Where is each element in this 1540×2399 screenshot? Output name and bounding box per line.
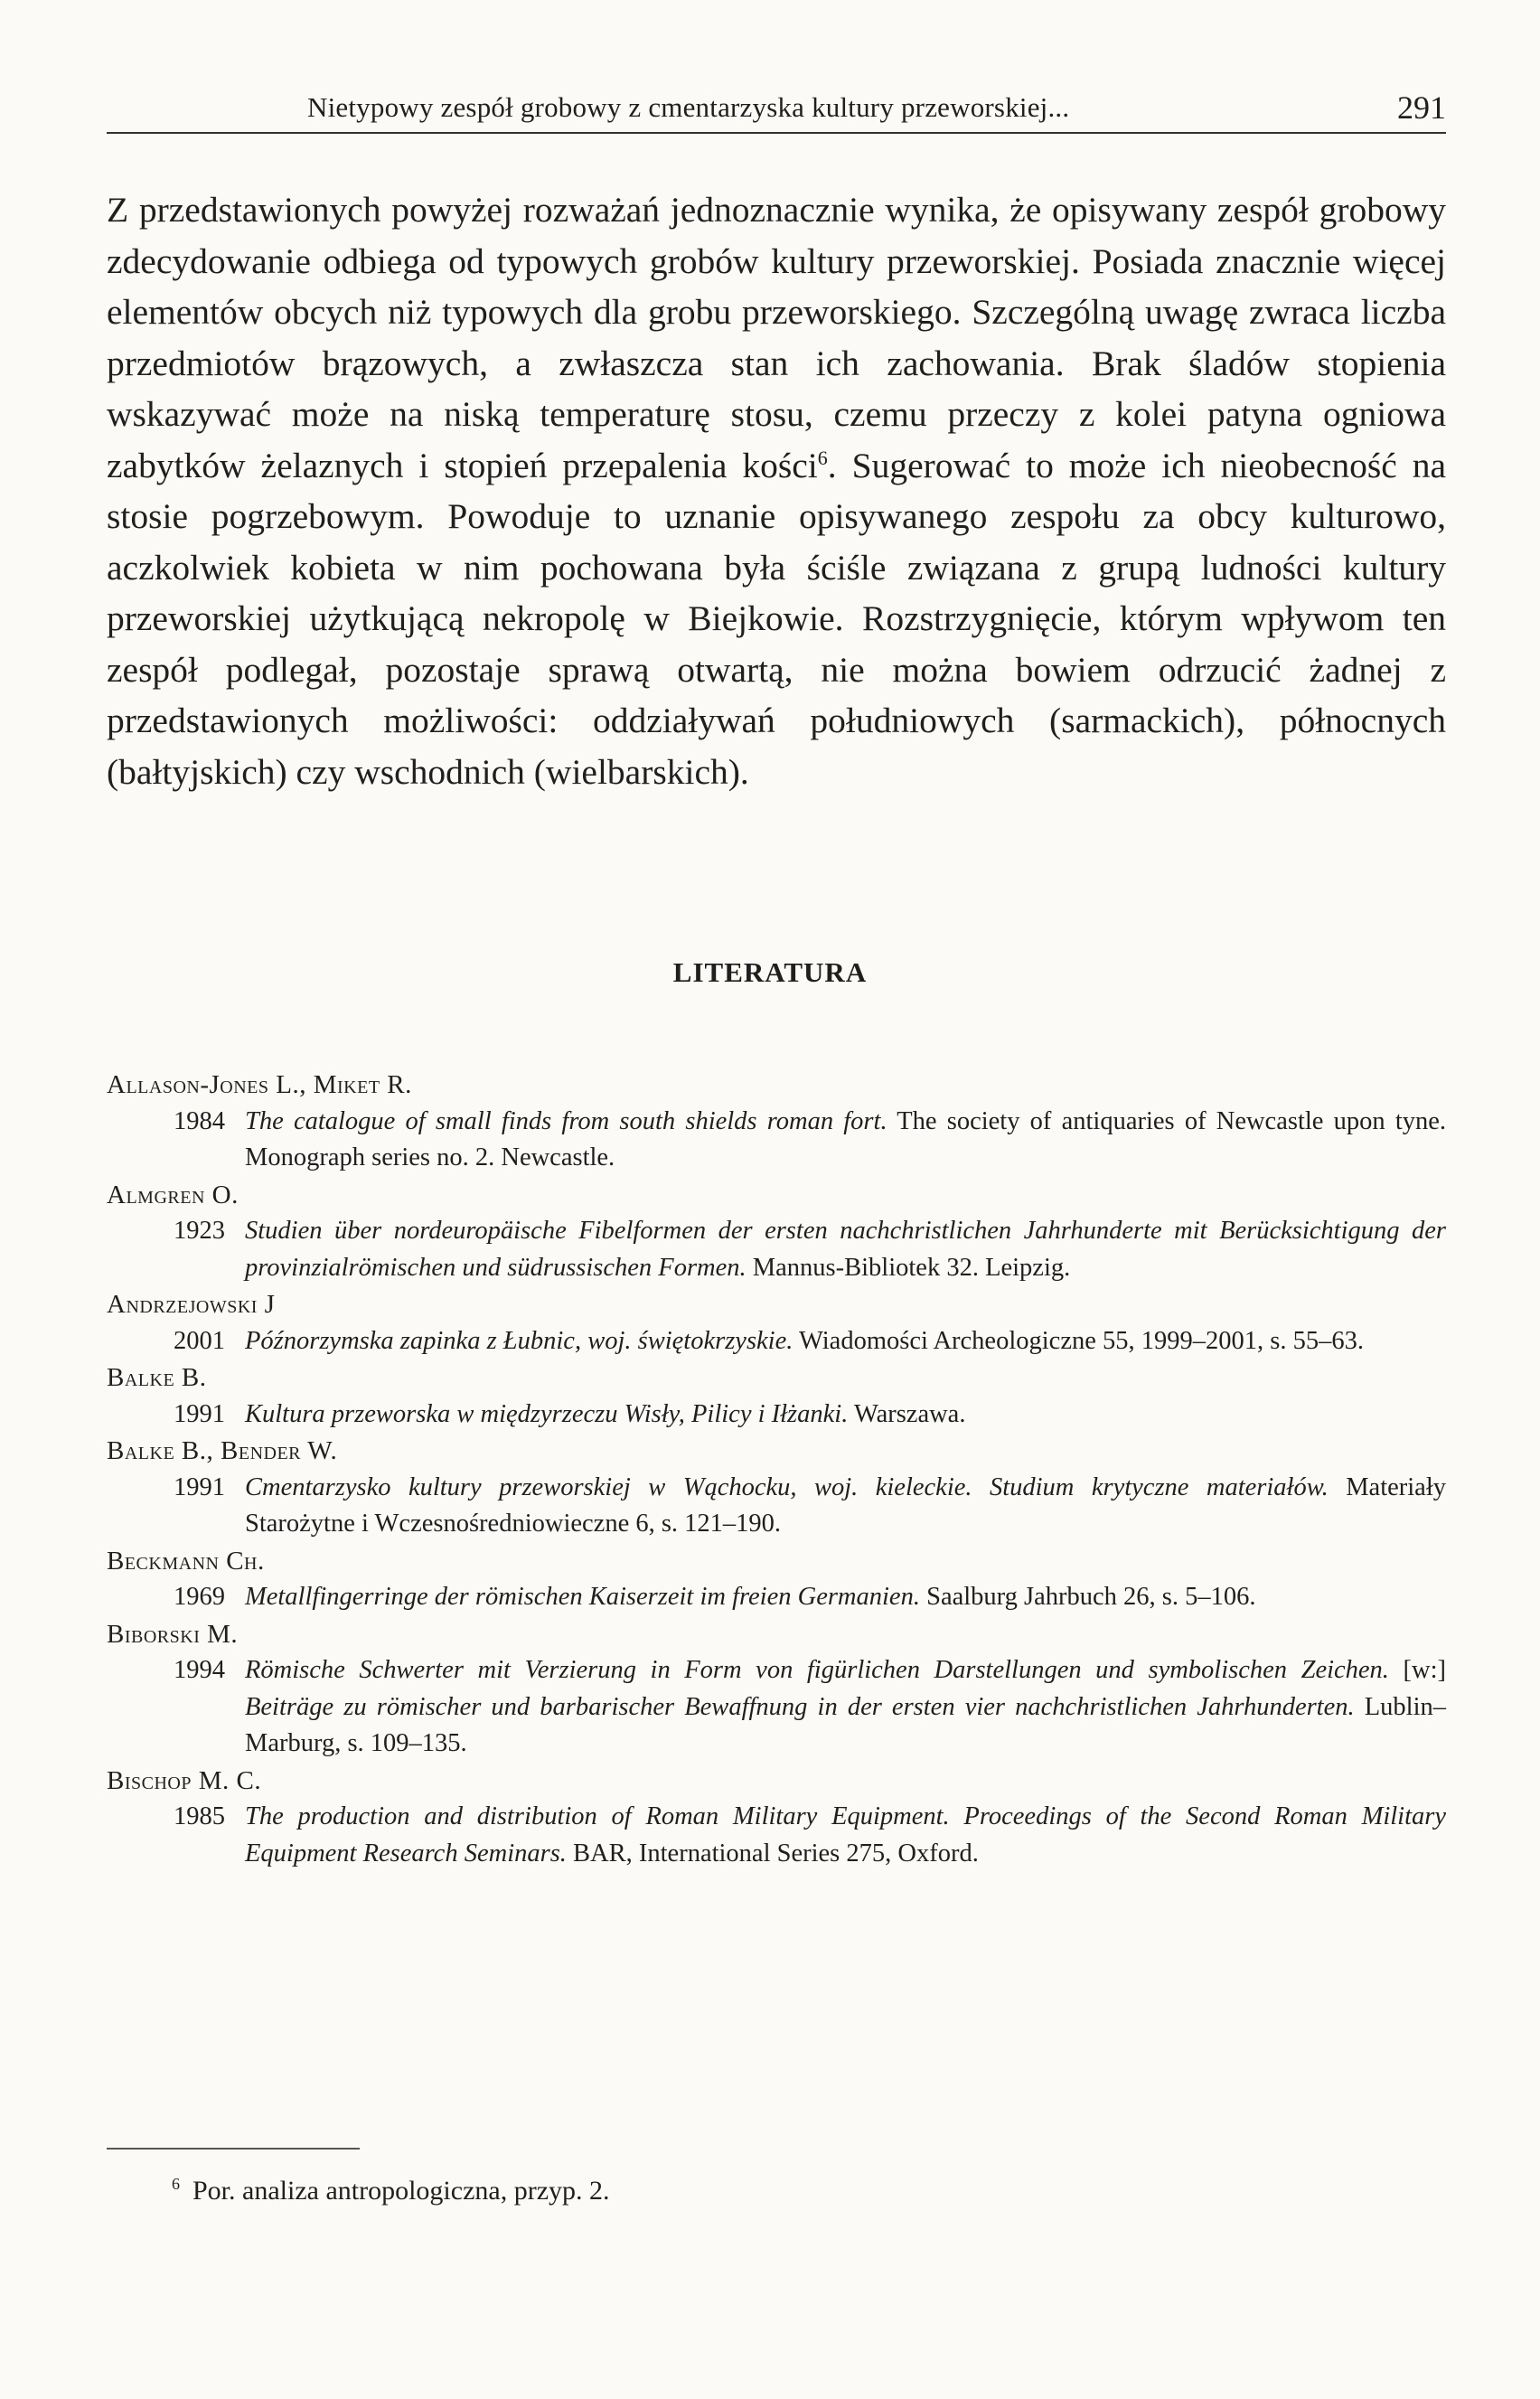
footnote	[172, 2175, 610, 2206]
bib-reference	[107, 1579, 1446, 1616]
bib-year: 1994	[174, 1656, 225, 1684]
bib-reference	[107, 1799, 1446, 1872]
bib-author: Biborski M.	[107, 1619, 239, 1649]
bib-details: Warszawa.	[848, 1399, 966, 1428]
bib-year: 1923	[174, 1217, 225, 1245]
bib-title: The catalogue of small finds from south shields roman fort.	[245, 1106, 887, 1135]
footnote-number: 6	[172, 2175, 180, 2193]
bib-author: Almgren O.	[107, 1180, 239, 1209]
bib-author: Balke B.	[107, 1363, 207, 1392]
body-text-part1: Z przedstawionych powyżej rozważań jednoznacznie wynika, że opisywany zespół grobowy zdecydowanie odbiega od typowych grobów kultury przeworskiej. Posiada znacznie więcej elementów obcych niż typowych dla grobu przeworskiego. Szczególną uwagę zwraca liczba przedmiotów brązowych, a zwłaszcza stan ich zachowania. Brak śladów stopienia wskazywać może na niską temperaturę stosu, czemu przeczy z kolei patyna ogniowa zabytków żelaznych i stopień przepalenia kości	[107, 190, 1446, 485]
bib-details: Wiadomości Archeologiczne 55, 1999–2001, s. 55–63.	[793, 1326, 1364, 1355]
bib-title: The production and distribution of Roman Military Equipment. Proceedings of the Second Roman Military Equipment Research Seminars.	[245, 1802, 1446, 1867]
bib-details: BAR, International Series 275, Oxford.	[566, 1839, 979, 1867]
bib-details: [w:]	[1388, 1656, 1446, 1684]
bib-year: 1985	[174, 1802, 225, 1830]
footnote-divider	[107, 2148, 360, 2150]
bib-reference	[107, 1213, 1446, 1286]
bib-author: Balke B., Bender W.	[107, 1436, 338, 1465]
bibliography	[107, 1067, 1446, 1872]
bib-reference	[107, 1652, 1446, 1763]
bib-reference	[107, 1323, 1446, 1360]
bib-details: Mannus-Bibliotek 32. Leipzig.	[746, 1253, 1071, 1282]
bib-details: The society of antiquaries of Newcastle upon tyne. Monograph series no. 2. Newcastle.	[245, 1106, 1447, 1171]
bib-year: 1991	[174, 1472, 225, 1501]
bib-title: Metallfingerringe der römischen Kaiserzeit im freien Germanien.	[245, 1583, 920, 1611]
footnote-text: Por. analiza antropologiczna, przyp. 2.	[192, 2176, 610, 2206]
page-number: 291	[1397, 89, 1446, 126]
body-text-part2: . Sugerować to może ich nieobecność na stosie pogrzebowym. Powoduje to uznanie opisywanego zespołu za obcy kulturowo, aczkolwiek kobieta w nim pochowana była ściśle związana z grupą ludności kultury przeworskiej użytkującą nekropolę w Biejkowie. Rozstrzygnięcie, którym wpływom ten zespół podlegał, pozostaje sprawą otwartą, nie można bowiem odrzucić żadnej z przedstawionych możliwości: oddziaływań południowych (sarmackich), północnych (bałtyjskich) czy wschodnich (wielbarskich).	[107, 445, 1446, 792]
bib-author: Bischop M. C.	[107, 1765, 262, 1795]
bib-details-secondary: Lublin–Marburg, s. 109–135.	[245, 1692, 1447, 1757]
bib-title: Studien über nordeuropäische Fibelformen der ersten nachchristlichen Jahrhunderte mit Berücksichtigung der provinzialrömischen und südrussischen Formen.	[245, 1217, 1446, 1282]
bib-title: Cmentarzysko kultury przeworskiej w Wąchocku, woj. kieleckie. Studium krytyczne materiałów.	[245, 1472, 1329, 1501]
bib-reference	[107, 1104, 1446, 1177]
bib-author: Beckmann Ch.	[107, 1546, 265, 1576]
body-paragraph	[107, 184, 1446, 797]
bib-title: Późnorzymska zapinka z Łubnic, woj. świętokrzyskie.	[245, 1326, 793, 1355]
running-title: Nietypowy zespół grobowy z cmentarzyska kultury przeworskiej...	[307, 91, 1070, 123]
bib-details: Saalburg Jahrbuch 26, s. 5–106.	[919, 1583, 1256, 1611]
running-header	[107, 83, 1446, 134]
bib-reference	[107, 1470, 1446, 1543]
bib-year: 1991	[174, 1399, 225, 1428]
section-heading: LITERATURA	[672, 956, 868, 988]
bib-author: Andrzejowski J	[107, 1290, 276, 1319]
footnote-marker: 6	[817, 446, 828, 469]
bib-details: Materiały Starożytne i Wczesnośredniowieczne 6, s. 121–190.	[245, 1472, 1446, 1538]
bib-title: Kultura przeworska w międzyrzeczu Wisły, Pilicy i Iłżanki.	[245, 1399, 849, 1428]
bib-author: Allason-Jones L., Miket R.	[107, 1070, 412, 1099]
bib-reference	[107, 1397, 1446, 1434]
bib-year: 1984	[174, 1106, 225, 1135]
bib-year: 1969	[174, 1583, 225, 1611]
bib-title-secondary: Beiträge zu römischer und barbarischer Bewaffnung in der ersten vier nachchristlichen Jahrhunderten.	[245, 1692, 1355, 1721]
bib-title: Römische Schwerter mit Verzierung in Form von figürlichen Darstellungen und symbolischen Zeichen.	[245, 1656, 1389, 1684]
bib-year: 2001	[174, 1326, 225, 1355]
